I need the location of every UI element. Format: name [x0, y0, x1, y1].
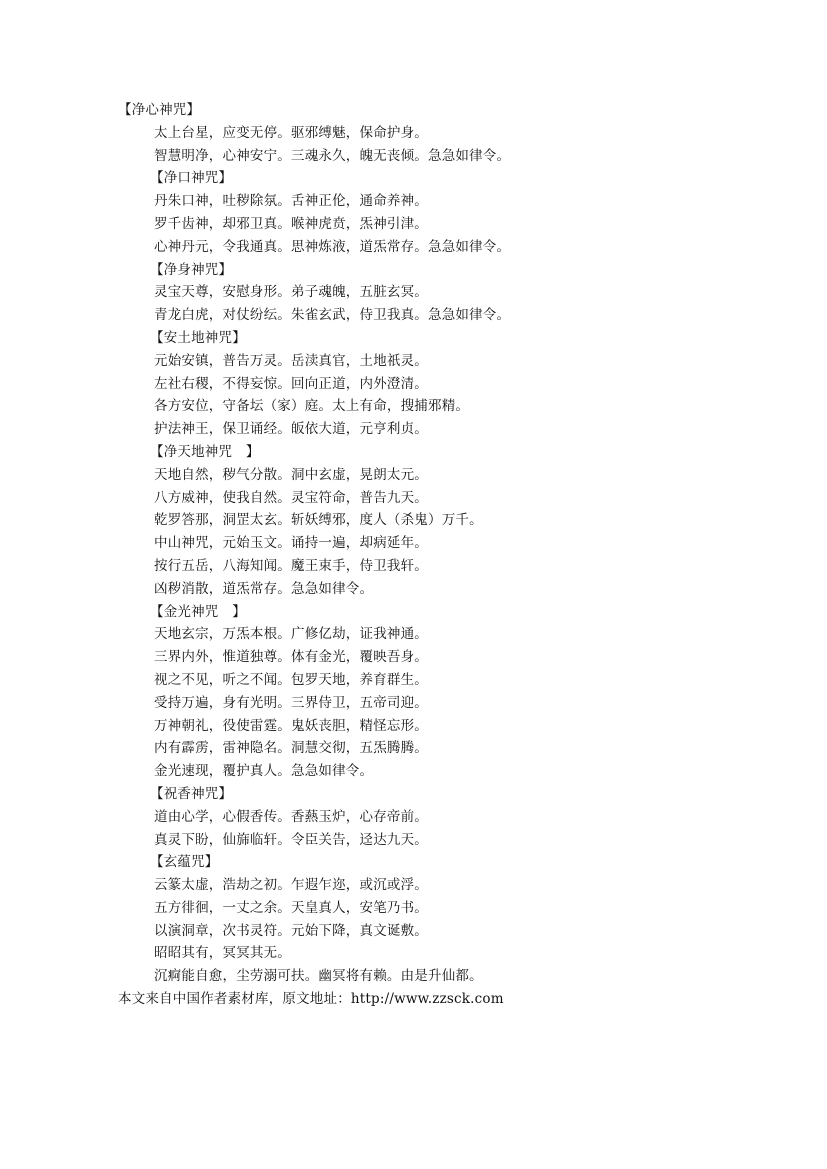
section-heading: 【金光神咒 】: [150, 603, 246, 620]
text-line: 以演洞章，次书灵符。元始下降，真文诞敷。: [154, 922, 428, 939]
text-line: 青龙白虎，对仗纷纭。朱雀玄武，侍卫我真。急急如律令。: [154, 307, 511, 324]
section-heading: 【净口神咒】: [150, 170, 233, 187]
text-line: 元始安镇，普告万灵。岳渎真官，土地祇灵。: [154, 352, 428, 369]
text-line: 罗千齿神，却邪卫真。喉神虎贲，炁神引津。: [154, 215, 428, 232]
text-line: 按行五岳，八海知闻。魔王束手，侍卫我轩。: [154, 557, 428, 574]
text-line: 受持万遍，身有光明。三界侍卫，五帝司迎。: [154, 694, 428, 711]
section-heading: 【玄蕴咒】: [150, 854, 219, 871]
text-line: 中山神咒，元始玉文。诵持一遍，却病延年。: [154, 535, 428, 552]
text-line: 道由心学，心假香传。香爇玉炉，心存帝前。: [154, 808, 428, 825]
text-line: 三界内外，惟道独尊。体有金光，覆映吾身。: [154, 649, 428, 666]
section-heading: 【祝香神咒】: [150, 785, 233, 802]
text-line: 灵宝天尊，安慰身形。弟子魂魄，五脏玄冥。: [154, 284, 428, 301]
text-line: 丹朱口神，吐秽除氛。舌神正伦，通命养神。: [154, 193, 428, 210]
text-line: 护法神王，保卫诵经。皈依大道，元亨利贞。: [154, 421, 428, 438]
text-line: 智慧明净，心神安宁。三魂永久，魄无丧倾。急急如律令。: [154, 147, 511, 164]
text-line: 五方徘徊，一丈之余。天皇真人，安笔乃书。: [154, 899, 428, 916]
text-line: 乾罗答那，洞罡太玄。斩妖缚邪，度人（杀鬼）万千。: [154, 512, 483, 529]
text-line: 天地自然，秽气分散。洞中玄虚，晃朗太元。: [154, 466, 428, 483]
text-line: 万神朝礼，役使雷霆。鬼妖丧胆，精怪忘形。: [154, 717, 428, 734]
text-line: 八方威神，使我自然。灵宝符命，普告九天。: [154, 489, 428, 506]
text-line: 凶秽消散，道炁常存。急急如律令。: [154, 580, 374, 597]
section-heading: 【安土地神咒】: [150, 329, 246, 346]
text-line: 各方安位，守备坛（家）庭。太上有命，搜捕邪精。: [154, 398, 470, 415]
text-line: 沉痾能自愈，尘劳溺可扶。幽冥将有赖。由是升仙都。: [154, 968, 483, 985]
text-line: 昭昭其有，冥冥其无。: [154, 945, 291, 962]
text-line: 太上台星，应变无停。驱邪缚魅，保命护身。: [154, 124, 428, 141]
section-heading: 【净天地神咒 】: [150, 443, 260, 460]
text-line: 金光速现，覆护真人。急急如律令。: [154, 763, 374, 780]
source-footer: 本文来自中国作者素材库，原文地址：http://www.zzsck.com: [118, 991, 504, 1008]
text-line: 心神丹元，令我通真。思神炼液，道炁常存。急急如律令。: [154, 238, 511, 255]
document-body: [118, 99, 718, 1011]
text-line: 真灵下盼，仙旆临轩。令臣关告，迳达九天。: [154, 831, 428, 848]
section-heading: 【净身神咒】: [150, 261, 233, 278]
text-line: 内有霹雳，雷神隐名。洞慧交彻，五炁腾腾。: [154, 740, 428, 757]
text-line: 云篆太虚，浩劫之初。乍遐乍迩，或沉或浮。: [154, 877, 428, 894]
text-line: 左社右稷，不得妄惊。回向正道，内外澄清。: [154, 375, 428, 392]
section-heading: 【净心神咒】: [118, 102, 201, 118]
text-line: 天地玄宗，万炁本根。广修亿劫，证我神通。: [154, 626, 428, 643]
text-line: 视之不见，听之不闻。包罗天地，养育群生。: [154, 671, 428, 688]
